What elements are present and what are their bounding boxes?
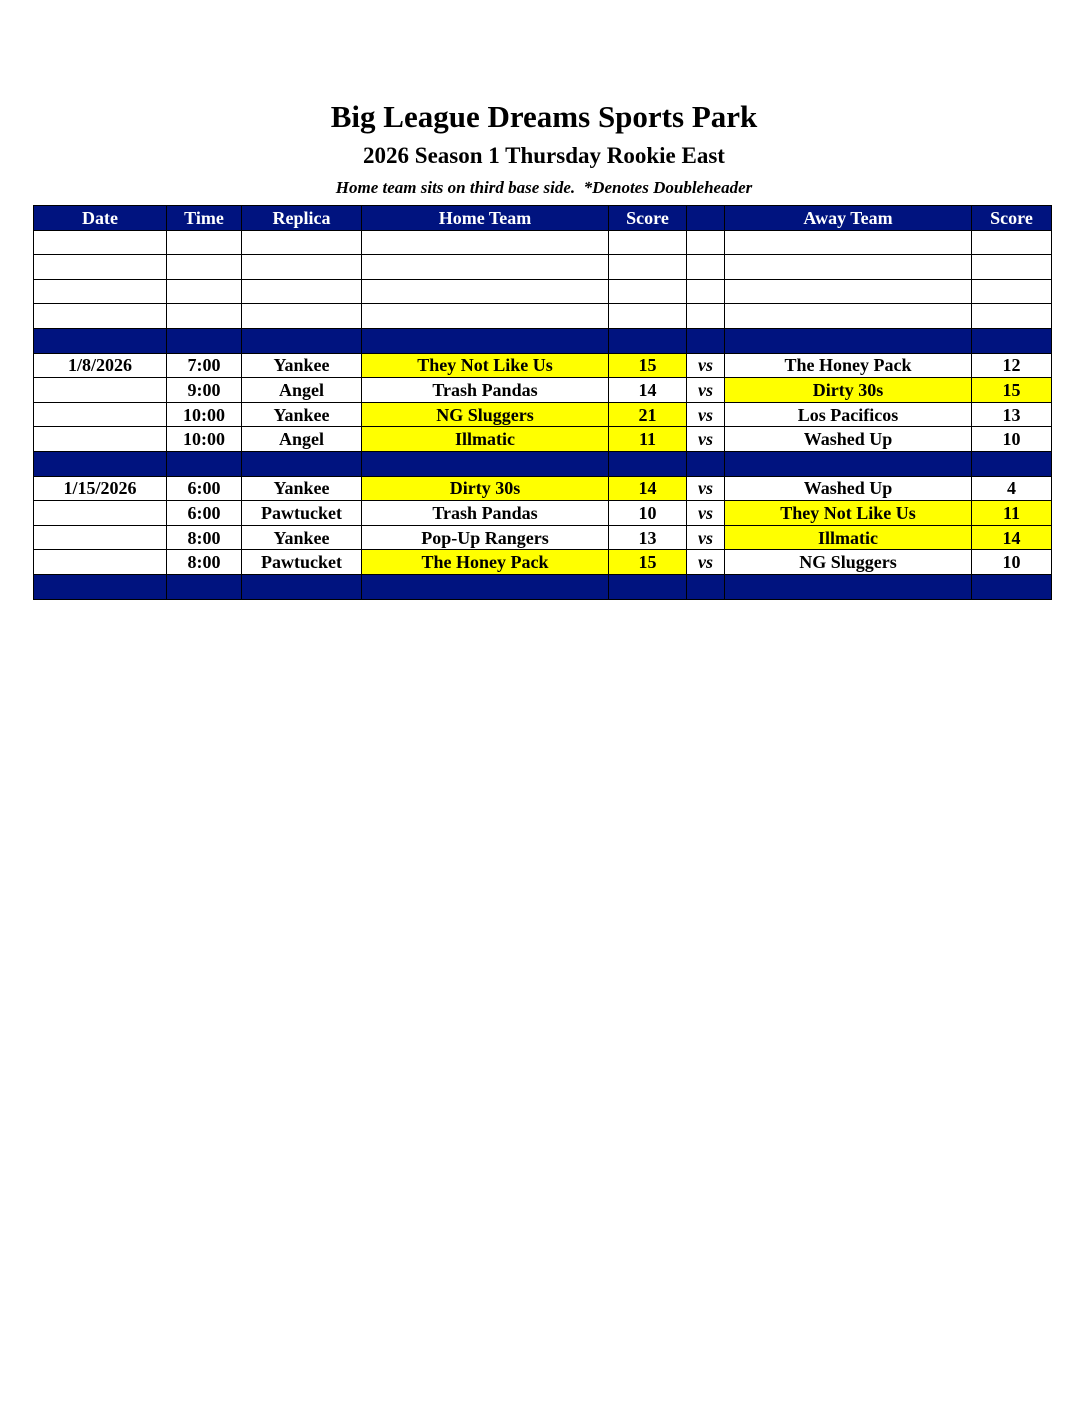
home-score: 13 (609, 525, 687, 550)
game-date (34, 378, 167, 403)
separator-cell (725, 574, 972, 599)
empty-cell (167, 230, 242, 255)
game-row (34, 402, 1052, 427)
empty-cell (972, 255, 1052, 280)
col-header-home-score: Score (609, 206, 687, 231)
away-score: 13 (972, 402, 1052, 427)
game-row (34, 501, 1052, 526)
separator-cell (242, 451, 362, 476)
away-team: Washed Up (725, 427, 972, 452)
game-date: 1/15/2026 (34, 476, 167, 501)
game-replica: Yankee (242, 525, 362, 550)
week-separator-row (34, 574, 1052, 599)
vs-label: vs (687, 501, 725, 526)
separator-cell (972, 328, 1052, 353)
empty-cell (725, 279, 972, 304)
col-header-away-score: Score (972, 206, 1052, 231)
col-header-vs (687, 206, 725, 231)
col-header-home-team: Home Team (362, 206, 609, 231)
empty-row (34, 255, 1052, 280)
game-time: 8:00 (167, 550, 242, 575)
week-separator-row (34, 451, 1052, 476)
separator-cell (609, 328, 687, 353)
vs-label: vs (687, 353, 725, 378)
game-date (34, 550, 167, 575)
home-score: 11 (609, 427, 687, 452)
empty-cell (242, 230, 362, 255)
game-date (34, 427, 167, 452)
away-team: The Honey Pack (725, 353, 972, 378)
empty-cell (167, 304, 242, 329)
separator-cell (609, 574, 687, 599)
away-score: 12 (972, 353, 1052, 378)
empty-cell (687, 304, 725, 329)
game-date (34, 525, 167, 550)
home-team: Pop-Up Rangers (362, 525, 609, 550)
week-separator-row (34, 328, 1052, 353)
empty-cell (34, 279, 167, 304)
empty-cell (725, 230, 972, 255)
empty-cell (972, 279, 1052, 304)
vs-label: vs (687, 402, 725, 427)
page-title: Big League Dreams Sports Park (330, 99, 758, 134)
schedule-body (34, 230, 1052, 599)
empty-cell (609, 255, 687, 280)
game-row (34, 427, 1052, 452)
separator-cell (242, 574, 362, 599)
home-score: 15 (609, 353, 687, 378)
home-score: 14 (609, 378, 687, 403)
vs-label: vs (687, 427, 725, 452)
empty-cell (687, 255, 725, 280)
game-replica: Pawtucket (242, 501, 362, 526)
empty-cell (34, 255, 167, 280)
game-date (34, 501, 167, 526)
separator-cell (972, 451, 1052, 476)
empty-cell (687, 230, 725, 255)
game-time: 10:00 (167, 427, 242, 452)
game-time: 7:00 (167, 353, 242, 378)
home-team: Dirty 30s (362, 476, 609, 501)
separator-cell (167, 328, 242, 353)
empty-cell (972, 304, 1052, 329)
empty-cell (362, 304, 609, 329)
col-header-away-team: Away Team (725, 206, 972, 231)
empty-cell (362, 230, 609, 255)
vs-label: vs (687, 476, 725, 501)
schedule-note: Home team sits on third base side. *Denotes Doubleheader (335, 178, 753, 197)
home-team: Trash Pandas (362, 501, 609, 526)
game-replica: Yankee (242, 402, 362, 427)
separator-cell (687, 451, 725, 476)
separator-cell (609, 451, 687, 476)
away-team: Illmatic (725, 525, 972, 550)
away-team: Dirty 30s (725, 378, 972, 403)
game-replica: Angel (242, 427, 362, 452)
separator-cell (362, 574, 609, 599)
away-score: 10 (972, 550, 1052, 575)
home-score: 15 (609, 550, 687, 575)
separator-cell (972, 574, 1052, 599)
game-row (34, 525, 1052, 550)
away-score: 4 (972, 476, 1052, 501)
home-score: 21 (609, 402, 687, 427)
empty-cell (362, 279, 609, 304)
game-replica: Angel (242, 378, 362, 403)
vs-label: vs (687, 525, 725, 550)
empty-cell (725, 304, 972, 329)
game-row (34, 378, 1052, 403)
separator-cell (687, 574, 725, 599)
empty-cell (242, 255, 362, 280)
separator-cell (242, 328, 362, 353)
separator-cell (34, 451, 167, 476)
empty-cell (242, 304, 362, 329)
empty-cell (242, 279, 362, 304)
game-time: 6:00 (167, 476, 242, 501)
away-score: 14 (972, 525, 1052, 550)
col-header-time: Time (167, 206, 242, 231)
empty-cell (167, 255, 242, 280)
empty-cell (687, 279, 725, 304)
game-row (34, 353, 1052, 378)
schedule-table (33, 205, 1052, 600)
empty-cell (362, 255, 609, 280)
empty-row (34, 230, 1052, 255)
empty-cell (609, 279, 687, 304)
page-subtitle: 2026 Season 1 Thursday Rookie East (363, 143, 725, 168)
empty-cell (34, 304, 167, 329)
game-time: 10:00 (167, 402, 242, 427)
home-team: Trash Pandas (362, 378, 609, 403)
separator-cell (725, 451, 972, 476)
home-team: They Not Like Us (362, 353, 609, 378)
empty-cell (609, 230, 687, 255)
away-score: 10 (972, 427, 1052, 452)
separator-cell (34, 574, 167, 599)
game-time: 6:00 (167, 501, 242, 526)
game-row (34, 476, 1052, 501)
vs-label: vs (687, 378, 725, 403)
separator-cell (362, 328, 609, 353)
home-score: 10 (609, 501, 687, 526)
game-replica: Pawtucket (242, 550, 362, 575)
away-team: They Not Like Us (725, 501, 972, 526)
separator-cell (725, 328, 972, 353)
empty-row (34, 304, 1052, 329)
separator-cell (167, 574, 242, 599)
col-header-replica: Replica (242, 206, 362, 231)
empty-cell (34, 230, 167, 255)
vs-label: vs (687, 550, 725, 575)
game-date: 1/8/2026 (34, 353, 167, 378)
game-replica: Yankee (242, 353, 362, 378)
home-score: 14 (609, 476, 687, 501)
away-team: NG Sluggers (725, 550, 972, 575)
separator-cell (362, 451, 609, 476)
away-team: Los Pacificos (725, 402, 972, 427)
header-row (34, 206, 1052, 231)
away-team: Washed Up (725, 476, 972, 501)
separator-cell (34, 328, 167, 353)
home-team: Illmatic (362, 427, 609, 452)
home-team: NG Sluggers (362, 402, 609, 427)
away-score: 11 (972, 501, 1052, 526)
game-time: 9:00 (167, 378, 242, 403)
away-score: 15 (972, 378, 1052, 403)
empty-cell (609, 304, 687, 329)
game-date (34, 402, 167, 427)
separator-cell (167, 451, 242, 476)
home-team: The Honey Pack (362, 550, 609, 575)
empty-cell (167, 279, 242, 304)
separator-cell (687, 328, 725, 353)
game-time: 8:00 (167, 525, 242, 550)
empty-row (34, 279, 1052, 304)
empty-cell (725, 255, 972, 280)
col-header-date: Date (34, 206, 167, 231)
empty-cell (972, 230, 1052, 255)
game-replica: Yankee (242, 476, 362, 501)
game-row (34, 550, 1052, 575)
